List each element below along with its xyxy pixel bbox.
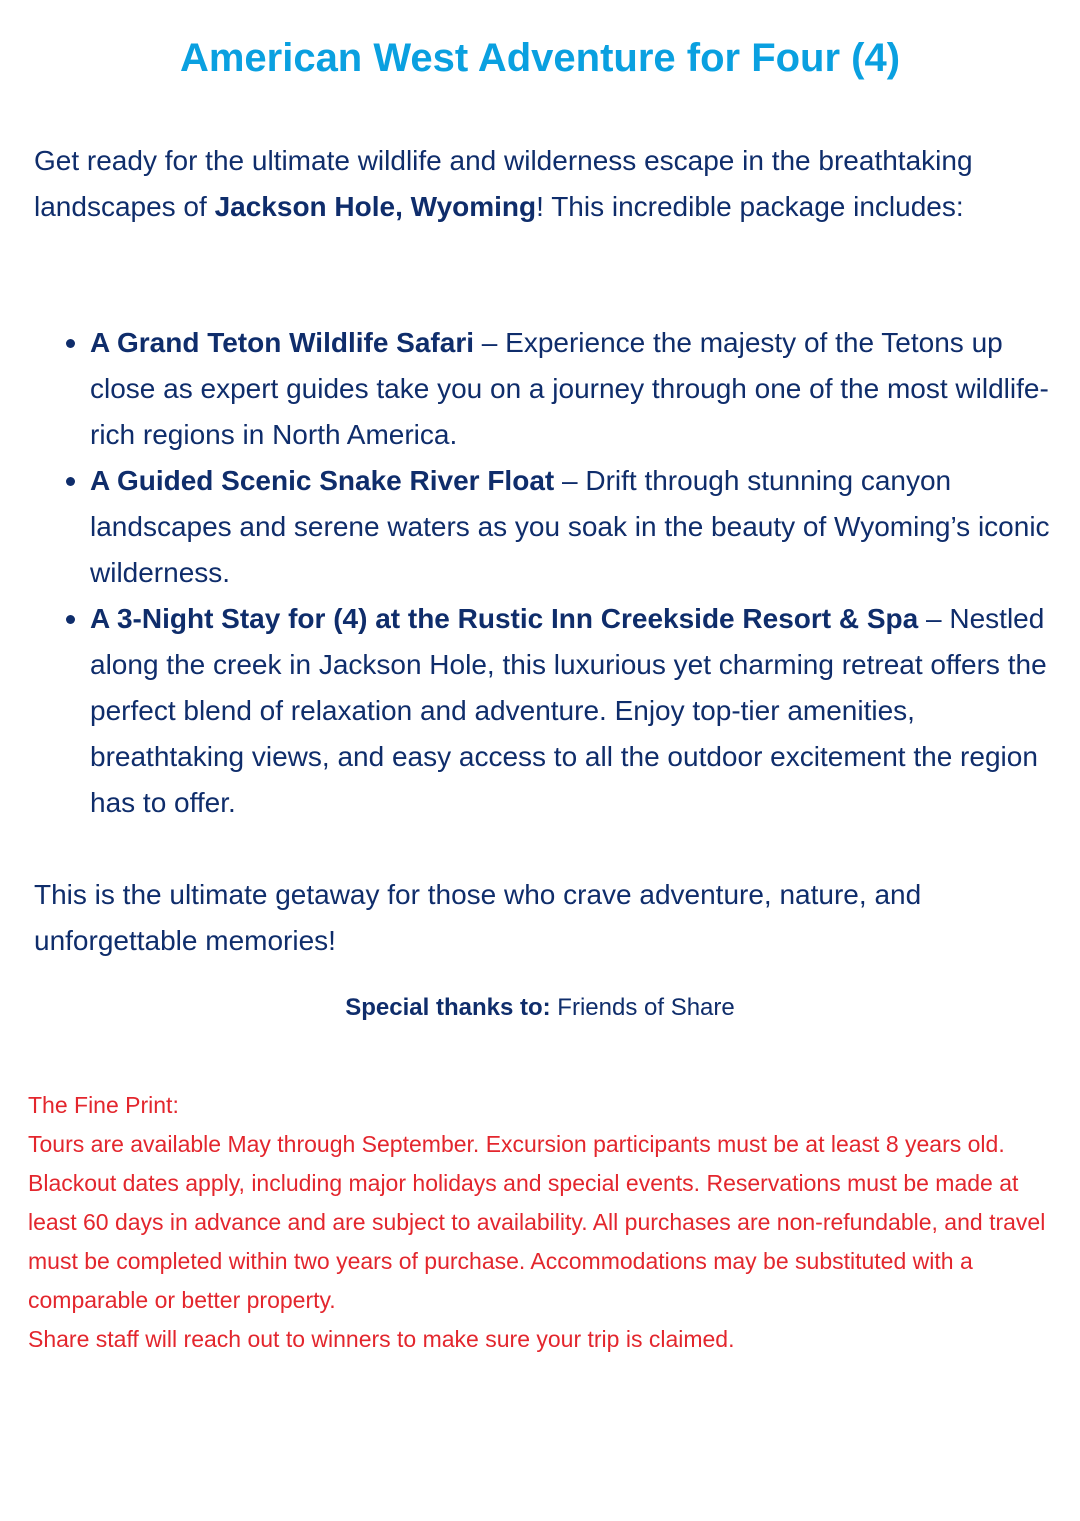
page-title: American West Adventure for Four (4) xyxy=(179,36,901,80)
thanks-sponsor: Friends of Share xyxy=(550,994,735,1021)
item-text: – Experience the majesty of the Tetons up close as expert guides take you on a journey through one of the most wildlife-rich regions in North America. xyxy=(90,327,1049,450)
bullet-icon xyxy=(66,477,75,486)
fine-print-heading: The Fine Print: xyxy=(28,1092,179,1118)
intro-paragraph xyxy=(34,138,1044,230)
intro-text-end: ! This incredible package includes: xyxy=(536,191,964,222)
special-thanks xyxy=(0,990,1080,1026)
fine-print xyxy=(28,1086,1068,1359)
fine-print-note: Share staff will reach out to winners to make sure your trip is claimed. xyxy=(28,1326,735,1352)
item-heading: A Guided Scenic Snake River Float xyxy=(90,465,555,496)
item-text: – Nestled along the creek in Jackson Hole, this luxurious yet charming retreat offers the perfect blend of relaxation and adventure. Enjoy top-tier amenities, breathtaking views, and easy access to all the outdoor excitement the region has to offer. xyxy=(90,603,1047,818)
list-item-river-float xyxy=(90,458,1052,596)
item-heading: A 3-Night Stay for (4) at the Rustic Inn Creekside Resort & Spa xyxy=(90,603,919,634)
package-list xyxy=(90,320,1052,826)
list-item-resort-stay xyxy=(90,596,1052,826)
bullet-icon xyxy=(66,339,75,348)
bullet-icon xyxy=(66,615,75,624)
outro-paragraph: This is the ultimate getaway for those who crave adventure, nature, and unforgettable memories! xyxy=(34,879,922,956)
list-item-safari xyxy=(90,320,1052,458)
item-heading: A Grand Teton Wildlife Safari xyxy=(90,327,475,358)
thanks-label: Special thanks to: xyxy=(345,994,551,1021)
item-text: – Drift through stunning canyon landscapes and serene waters as you soak in the beauty of Wyoming’s iconic wilderness. xyxy=(90,465,1050,588)
intro-location: Jackson Hole, Wyoming xyxy=(214,191,537,222)
intro-text-start: Get ready for the ultimate wildlife and wilderness escape in the breathtaking landscapes of xyxy=(34,145,973,222)
fine-print-body: Tours are available May through September. Excursion participants must be at least 8 years old. Blackout dates apply, including major holidays and special events. Reservations must be made at least 60 days in advance and are subject to availability. All purchases are non-refundable, and travel must be completed within two years of purchase. Accommodations may be substituted with a comparable or better property. xyxy=(28,1131,1046,1313)
